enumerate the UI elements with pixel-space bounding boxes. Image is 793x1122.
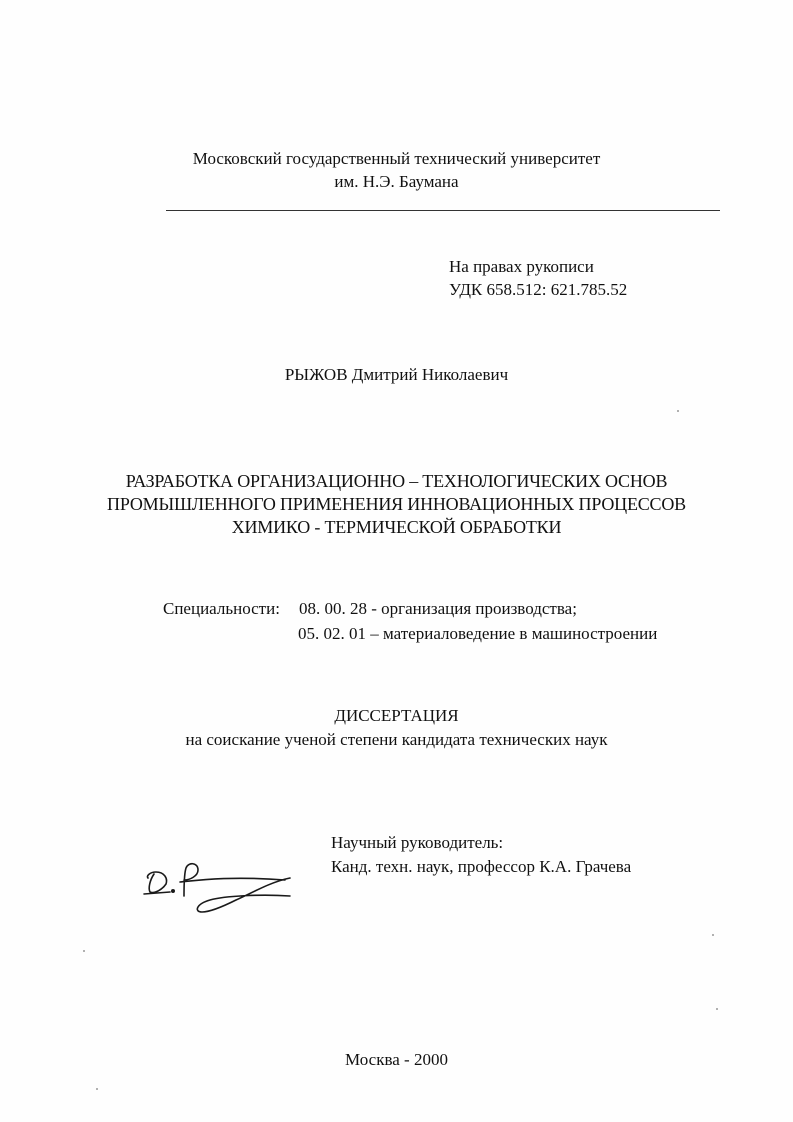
thesis-title-line-3: ХИМИКО - ТЕРМИЧЕСКОЙ ОБРАБОТКИ [231,517,562,537]
university-name: Московский государственный технический университет [192,149,601,168]
scan-speck [677,410,679,412]
header-divider [166,210,720,211]
scan-speck [712,934,714,936]
handwritten-signature [140,860,300,930]
specialty-item-1: 08. 00. 28 - организация производства; [299,599,577,618]
udk-code: УДК 658.512: 621.785.52 [449,280,628,299]
scan-speck [716,1008,718,1010]
dissertation-subtitle: на соискание ученой степени кандидата технических наук [185,730,608,749]
manuscript-rights: На правах рукописи [449,257,594,276]
specialties-label: Специальности: [163,599,280,618]
dissertation-heading: ДИССЕРТАЦИЯ [334,706,459,725]
thesis-title-line-2: ПРОМЫШЛЕННОГО ПРИМЕНЕНИЯ ИННОВАЦИОННЫХ ПРОЦЕССОВ [107,494,686,514]
specialty-item-2: 05. 02. 01 – материаловедение в машиностроении [298,624,658,643]
author-name: РЫЖОВ Дмитрий Николаевич [284,365,509,384]
university-namesake: им. Н.Э. Баумана [334,172,459,191]
city-year: Москва - 2000 [345,1050,448,1069]
thesis-title-line-1: РАЗРАБОТКА ОРГАНИЗАЦИОННО – ТЕХНОЛОГИЧЕСКИХ ОСНОВ [125,471,668,491]
scan-speck [83,950,85,952]
supervisor-name: Канд. техн. наук, профессор К.А. Грачева [331,857,632,876]
scan-speck [96,1088,98,1090]
supervisor-label: Научный руководитель: [331,833,504,852]
